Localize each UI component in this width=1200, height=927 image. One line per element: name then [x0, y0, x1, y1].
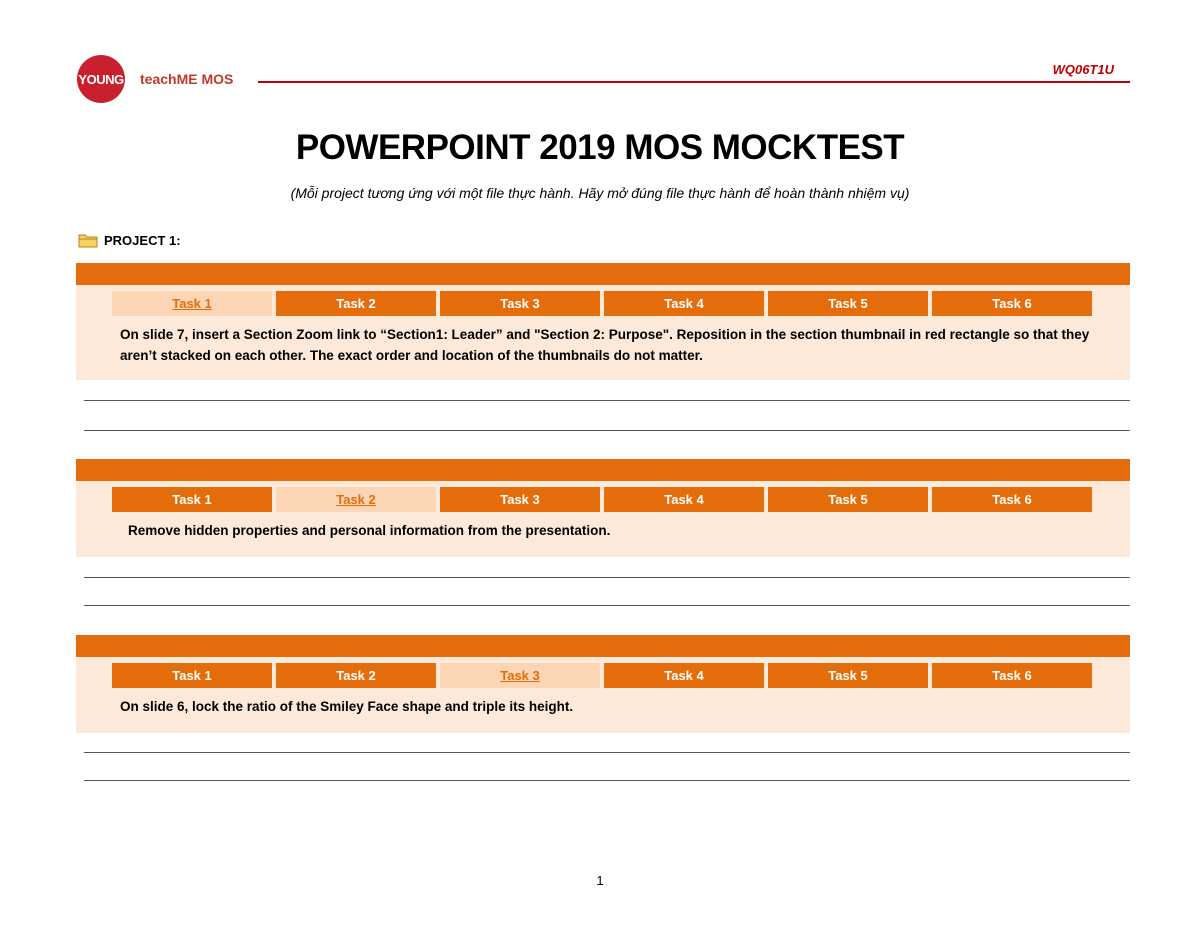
task-tab[interactable]: Task 2 — [276, 663, 436, 688]
header-rule — [258, 81, 1130, 83]
task-tab[interactable]: Task 3 — [440, 663, 600, 688]
task-tabs — [112, 291, 1130, 316]
page-title: POWERPOINT 2019 MOS MOCKTEST — [295, 128, 905, 167]
task-panel — [76, 285, 1130, 380]
project-label — [78, 233, 181, 248]
task-tab[interactable]: Task 2 — [276, 487, 436, 512]
task-band — [76, 459, 1130, 481]
task-block-2 — [76, 459, 1130, 557]
task-description: Remove hidden properties and personal information from the presentation. — [128, 523, 611, 538]
answer-line — [84, 577, 1130, 578]
task-tab[interactable]: Task 6 — [932, 663, 1092, 688]
answer-line — [84, 752, 1130, 753]
task-panel — [76, 657, 1130, 733]
task-tab[interactable]: Task 5 — [768, 291, 928, 316]
task-block-1 — [76, 263, 1130, 380]
task-tab[interactable]: Task 1 — [112, 487, 272, 512]
task-band — [76, 263, 1130, 285]
task-tab[interactable]: Task 5 — [768, 663, 928, 688]
task-tab[interactable]: Task 2 — [276, 291, 436, 316]
task-tab[interactable]: Task 1 — [112, 663, 272, 688]
task-tab[interactable]: Task 6 — [932, 487, 1092, 512]
task-tab[interactable]: Task 6 — [932, 291, 1092, 316]
task-tab[interactable]: Task 4 — [604, 487, 764, 512]
page-subtitle: (Mỗi project tương ứng với một file thực hành. Hãy mở đúng file thực hành để hoàn thành nhiệm vụ) — [290, 185, 910, 201]
task-tabs — [112, 487, 1130, 512]
brand-name: teachME MOS — [140, 71, 234, 87]
task-tab[interactable]: Task 1 — [112, 291, 272, 316]
answer-line — [84, 400, 1130, 401]
task-description: On slide 7, insert a Section Zoom link to “Section1: Leader” and "Section 2: Purpose". Reposition in the section thumbnail in red rectangle so that they aren’t stacked on each other. The exact order and location of the thumbnails do not matter. — [120, 327, 1090, 363]
task-tabs — [112, 663, 1130, 688]
folder-icon — [78, 233, 98, 248]
answer-line — [84, 605, 1130, 606]
task-description: On slide 6, lock the ratio of the Smiley Face shape and triple its height. — [120, 699, 574, 714]
answer-line — [84, 430, 1130, 431]
logo: YOUNG — [77, 55, 125, 103]
answer-line — [84, 780, 1130, 781]
task-band — [76, 635, 1130, 657]
task-tab[interactable]: Task 3 — [440, 487, 600, 512]
task-tab[interactable]: Task 4 — [604, 663, 764, 688]
task-tab[interactable]: Task 4 — [604, 291, 764, 316]
task-tab[interactable]: Task 3 — [440, 291, 600, 316]
document-code: WQ06T1U — [1052, 62, 1114, 77]
page-number: 1 — [596, 873, 604, 888]
task-panel — [76, 481, 1130, 557]
task-block-3 — [76, 635, 1130, 733]
task-tab[interactable]: Task 5 — [768, 487, 928, 512]
project-label-text: PROJECT 1: — [104, 233, 181, 248]
